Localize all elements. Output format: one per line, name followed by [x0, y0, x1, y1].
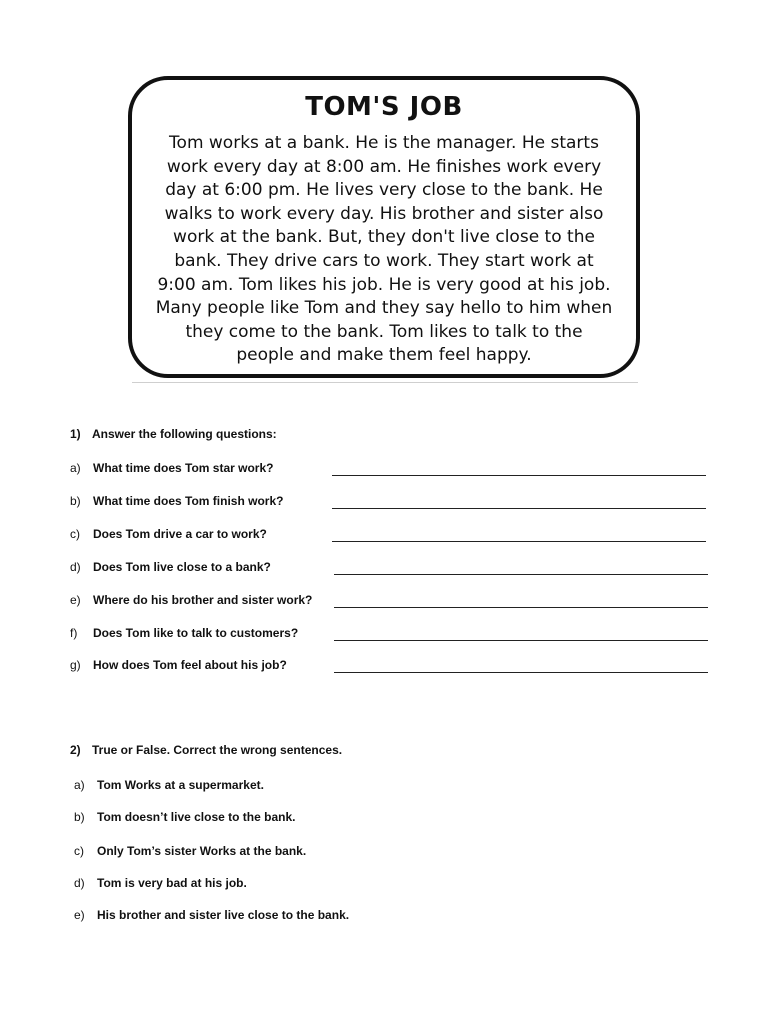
answer-line[interactable]: [334, 672, 708, 673]
story-line: walks to work every day. His brother and sister also: [164, 203, 604, 224]
story-line: people and make them feel happy.: [236, 345, 532, 366]
statement-letter: a): [74, 778, 85, 792]
question-text: What time does Tom finish work?: [93, 494, 284, 508]
answer-line[interactable]: [334, 607, 708, 608]
story-line: they come to the bank. Tom likes to talk to the: [185, 321, 583, 342]
question-text: Does Tom like to talk to customers?: [93, 626, 299, 640]
story-line: work at the bank. But, they don't live close to the: [173, 227, 595, 248]
answer-line[interactable]: [334, 574, 708, 575]
story-line: 9:00 am. Tom likes his job. He is very good at his job.: [157, 274, 611, 295]
question-letter: b): [70, 494, 81, 508]
statement-letter: b): [74, 810, 85, 824]
statement-text: Tom Works at a supermarket.: [97, 778, 264, 792]
answer-line[interactable]: [332, 508, 706, 509]
statement-letter: c): [74, 844, 84, 858]
question-letter: d): [70, 560, 81, 574]
question-letter: g): [70, 658, 81, 672]
question-text: What time does Tom star work?: [93, 461, 274, 475]
statement-text: His brother and sister live close to the bank.: [97, 908, 350, 922]
story-line: Tom works at a bank. He is the manager. He starts: [169, 133, 599, 153]
question-text: How does Tom feel about his job?: [93, 658, 287, 672]
story-line: day at 6:00 pm. He lives very close to the bank. He: [165, 180, 603, 201]
question-letter: e): [70, 593, 81, 607]
section-number: 2): [70, 743, 81, 757]
answer-line[interactable]: [334, 640, 708, 641]
answer-line[interactable]: [332, 475, 706, 476]
story-card: [128, 76, 640, 378]
question-text: Does Tom drive a car to work?: [93, 527, 267, 541]
section-number: 1): [70, 427, 81, 441]
statement-text: Tom is very bad at his job.: [97, 876, 247, 890]
section-heading-text: Answer the following questions:: [92, 427, 277, 441]
answer-line[interactable]: [332, 541, 706, 542]
question-letter: a): [70, 461, 81, 475]
question-letter: c): [70, 527, 80, 541]
story-title: TOM'S JOB: [305, 92, 463, 122]
statement-text: Tom doesn’t live close to the bank.: [97, 810, 296, 824]
story-text: [146, 132, 622, 368]
statement-letter: e): [74, 908, 85, 922]
section-2-heading: [70, 743, 342, 757]
story-line: work every day at 8:00 am. He finishes work every: [166, 156, 602, 177]
question-text: Where do his brother and sister work?: [93, 593, 313, 607]
question-letter: f): [70, 626, 78, 640]
statement-text: Only Tom’s sister Works at the bank.: [97, 844, 307, 858]
section-1-heading: [70, 427, 277, 441]
story-line: bank. They drive cars to work. They start work at: [174, 250, 594, 271]
question-text: Does Tom live close to a bank?: [93, 560, 271, 574]
section-heading-text: True or False. Correct the wrong sentences.: [92, 743, 343, 757]
story-line: Many people like Tom and they say hello to him when: [155, 298, 613, 319]
statement-letter: d): [74, 876, 85, 890]
